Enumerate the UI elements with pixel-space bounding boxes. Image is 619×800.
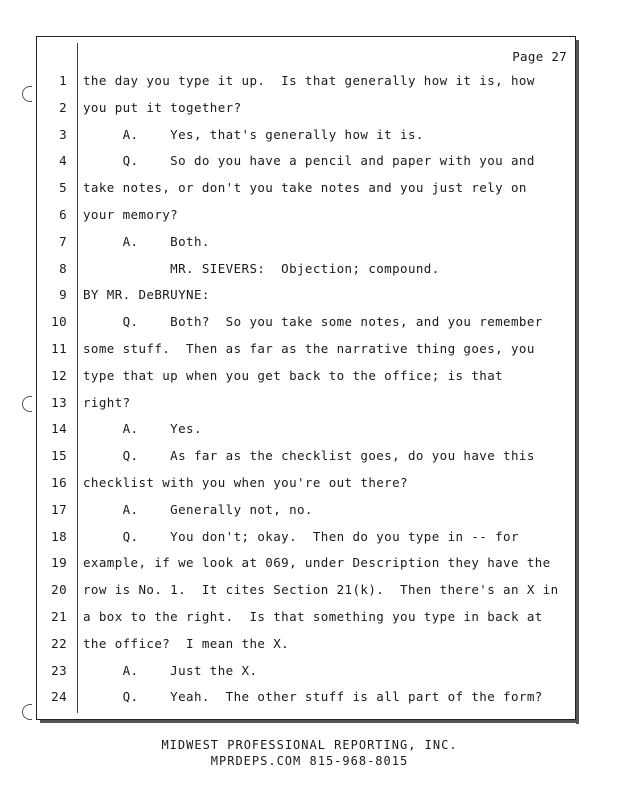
transcript-line — [37, 555, 567, 575]
line-text: the day you type it up. Is that generally how it is, how — [83, 73, 535, 88]
line-number: 4 — [59, 153, 67, 169]
transcript-line — [37, 448, 567, 468]
binder-ring-mark — [22, 396, 32, 412]
line-text: some stuff. Then as far as the narrative thing goes, you — [83, 341, 535, 356]
transcript-line — [37, 207, 567, 227]
line-number: 18 — [51, 528, 67, 544]
transcript-line — [37, 234, 567, 254]
line-number: 9 — [59, 287, 67, 303]
page-number-label: Page 27 — [512, 49, 567, 64]
transcript-page — [36, 36, 576, 720]
line-text: your memory? — [83, 207, 179, 222]
transcript-line — [37, 502, 567, 522]
line-number: 15 — [51, 448, 67, 464]
line-text: example, if we look at 069, under Description they have the — [83, 555, 551, 571]
line-number: 16 — [51, 475, 67, 490]
line-text: A. Generally not, no. — [83, 501, 313, 517]
page-shadow-bottom — [40, 720, 579, 723]
transcript-line — [37, 582, 567, 602]
line-text: a box to the right. Is that something you type in back at — [83, 609, 543, 624]
footer-company: MIDWEST PROFESSIONAL REPORTING, INC. — [161, 738, 458, 752]
line-text: you put it together? — [83, 99, 242, 115]
transcript-line — [37, 100, 567, 120]
line-text: MR. SIEVERS: Objection; compound. — [83, 260, 440, 276]
line-text: right? — [83, 394, 131, 410]
footer-site: MPRDEPS.COM — [210, 754, 302, 768]
transcript-line — [37, 421, 567, 441]
transcript-line — [37, 395, 567, 415]
line-number: 11 — [51, 341, 67, 356]
line-number: 23 — [51, 662, 67, 678]
transcript-line — [37, 153, 567, 173]
transcript-line — [37, 73, 567, 93]
line-number: 2 — [59, 99, 67, 115]
transcript-line — [37, 609, 567, 629]
line-number: 12 — [51, 367, 67, 383]
transcript-line — [37, 689, 567, 709]
transcript-line — [37, 475, 567, 495]
footer-phone: 815-968-8015 — [309, 754, 409, 768]
line-text: Q. Yeah. The other stuff is all part of the form? — [83, 689, 543, 705]
line-number: 7 — [59, 233, 67, 249]
line-number: 6 — [59, 207, 67, 222]
line-text: take notes, or don't you take notes and you just rely on — [83, 180, 527, 196]
binder-ring-mark — [22, 86, 32, 102]
transcript-line — [37, 261, 567, 281]
line-number: 14 — [51, 421, 67, 437]
line-text: A. Yes, that's generally how it is. — [83, 126, 424, 142]
line-number: 21 — [51, 609, 67, 624]
binder-ring-mark — [22, 704, 32, 720]
line-text: A. Yes. — [83, 421, 202, 437]
transcript-line — [37, 287, 567, 307]
line-text: type that up when you get back to the office; is that — [83, 367, 504, 383]
transcript-line — [37, 341, 567, 361]
line-text: the office? I mean the X. — [83, 635, 290, 651]
line-number: 17 — [51, 501, 67, 517]
line-number: 24 — [51, 689, 67, 705]
line-number: 20 — [51, 582, 67, 598]
line-number: 5 — [59, 180, 67, 196]
transcript-line — [37, 314, 567, 334]
transcript-line — [37, 529, 567, 549]
line-text: Q. You don't; okay. Then do you type in -- for — [83, 528, 519, 544]
line-text: checklist with you when you're out there? — [83, 475, 408, 490]
transcript-line — [37, 368, 567, 388]
page-shadow-right — [576, 40, 579, 724]
line-text: A. Just the X. — [83, 662, 258, 678]
transcript-line — [37, 180, 567, 200]
line-number: 19 — [51, 555, 67, 571]
transcript-line — [37, 636, 567, 656]
line-number: 10 — [51, 314, 67, 330]
line-text: row is No. 1. It cites Section 21(k). Then there's an X in — [83, 582, 559, 598]
line-text: Q. As far as the checklist goes, do you have this — [83, 448, 535, 464]
transcript-line — [37, 127, 567, 147]
transcript-line — [37, 663, 567, 683]
line-text: Q. So do you have a pencil and paper with you and — [83, 153, 535, 169]
line-number: 3 — [59, 126, 67, 142]
footer-contact — [0, 754, 619, 768]
line-number: 1 — [59, 73, 67, 88]
line-number: 13 — [51, 394, 67, 410]
line-text: Q. Both? So you take some notes, and you remember — [83, 314, 543, 330]
line-text: A. Both. — [83, 233, 210, 249]
line-number: 22 — [51, 635, 67, 651]
line-text: BY MR. DeBRUYNE: — [83, 287, 210, 303]
line-number: 8 — [59, 260, 67, 276]
